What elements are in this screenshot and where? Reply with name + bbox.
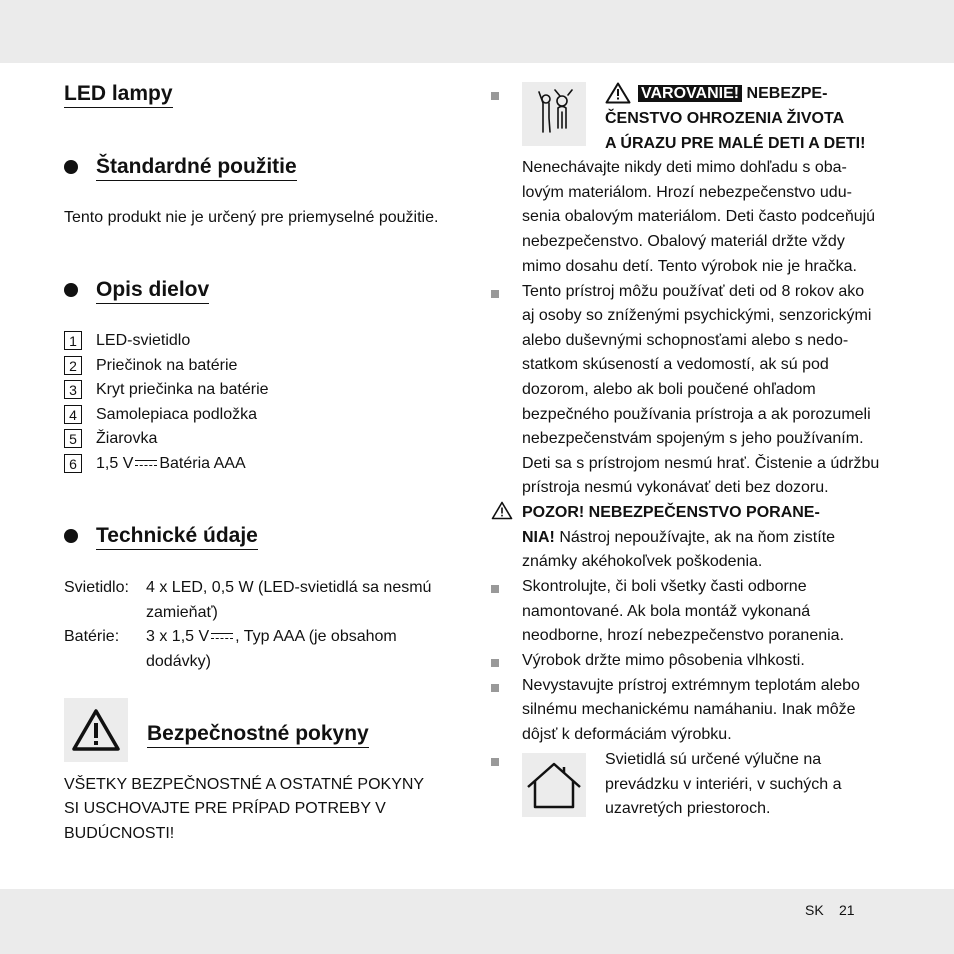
safety-note-line: BUDÚCNOSTI! (64, 825, 175, 842)
child-danger-icon (522, 82, 586, 146)
footer-lang: SK (805, 902, 824, 918)
list-bullet (491, 585, 499, 593)
part-number: 4 (64, 405, 82, 424)
warning-body-line: Nenechávajte nikdy deti mimo dohľadu s oba- (522, 159, 847, 176)
parts-heading: Opis dielov (96, 278, 209, 304)
tech-label: Svietidlo: (64, 579, 129, 596)
warning-body-line: mimo dosahu detí. Tento výrobok nie je hračka. (522, 258, 857, 275)
indoor-line: uzavretých priestoroch. (605, 800, 771, 817)
tech-value: 3 x 1,5 V , Typ AAA (je obsahom (146, 628, 397, 645)
children-line: prístroja nesmú vykonávať deti bez dozoru. (522, 479, 829, 496)
children-line: nebezpečenstvám spojeným s jeho používaním. (522, 430, 864, 447)
section-bullet (64, 529, 78, 543)
moisture-text: Výrobok držte mimo pôsobenia vlhkosti. (522, 652, 805, 669)
part-label: Kryt priečinka na batérie (96, 381, 269, 398)
caution-line: známky akéhokoľvek poškodenia. (522, 553, 763, 570)
check-line: neodborne, hrozí nebezpečenstvo poranenia. (522, 627, 845, 644)
temp-line: dôjsť k deformáciám výrobku. (522, 726, 732, 743)
caution-line: NIA! Nástroj nepoužívajte, ak na ňom zistíte (522, 529, 836, 546)
warning-heading-line: A ÚRAZU PRE MALÉ DETI A DETI! (605, 135, 866, 152)
battery-text: Batéria AAA (159, 455, 246, 472)
tech-value: 4 x LED, 0,5 W (LED-svietidlá sa nesmú (146, 579, 432, 596)
warning-triangle-icon (605, 82, 631, 104)
check-line: Skontrolujte, či boli všetky časti odborne (522, 578, 807, 595)
children-line: dozorom, alebo ak boli poučené ohľadom (522, 381, 816, 398)
page-number: 21 (839, 902, 855, 918)
voltage-text: 1,5 V (96, 455, 134, 472)
house-icon (522, 753, 586, 817)
children-line: statkom skúseností a vedomostí, ak sú pod (522, 356, 829, 373)
tech-label: Batérie: (64, 628, 120, 645)
tech-heading: Technické údaje (96, 524, 258, 550)
intended-use-text: Tento produkt nie je určený pre priemyselné použitie. (64, 209, 439, 226)
list-bullet (491, 684, 499, 692)
part-label (96, 452, 246, 477)
list-bullet (491, 290, 499, 298)
warning-heading: VAROVANIE! NEBEZPE- (638, 82, 827, 107)
children-line: aj osoby so zníženými psychickými, senzorickými (522, 307, 872, 324)
safety-note-line: VŠETKY BEZPEČNOSTNÉ A OSTATNÉ POKYNY (64, 776, 425, 793)
indoor-line: Svietidlá sú určené výlučne na (605, 751, 822, 768)
part-number: 5 (64, 429, 82, 448)
children-line: bezpečného používania prístroja a ak porozumeli (522, 406, 871, 423)
temp-line: silnému mechanickému namáhaniu. Inak môže (522, 701, 856, 718)
section-bullet (64, 283, 78, 297)
indoor-line: prevádzku v interiéri, v suchých a (605, 776, 842, 793)
dc-symbol-icon (135, 459, 157, 469)
part-number: 1 (64, 331, 82, 350)
part-number: 2 (64, 356, 82, 375)
warning-heading-line: ČENSTVO OHROZENIA ŽIVOTA (605, 110, 845, 127)
intended-use-heading: Štandardné použitie (96, 155, 297, 181)
warning-body-line: nebezpečenstvo. Obalový materiál držte vždy (522, 233, 845, 250)
children-line: alebo duševnými schopnosťami alebo s nedo- (522, 332, 849, 349)
list-bullet (491, 659, 499, 667)
part-label: Žiarovka (96, 430, 158, 447)
list-bullet (491, 92, 499, 100)
page-title: LED lampy (64, 82, 173, 108)
children-line: Tento prístroj môžu používať deti od 8 rokov ako (522, 283, 865, 300)
safety-note-line: SI USCHOVAJTE PRE PRÍPAD POTREBY V (64, 800, 386, 817)
dc-symbol-icon (211, 632, 233, 642)
part-label: LED-svietidlo (96, 332, 191, 349)
caution-heading: POZOR! NEBEZPEČENSTVO PORANE- (522, 504, 820, 521)
tech-value: dodávky) (146, 653, 211, 670)
warning-triangle-icon (64, 698, 128, 762)
part-label: Priečinok na batérie (96, 357, 238, 374)
caution-triangle-icon (491, 501, 513, 520)
temp-line: Nevystavujte prístroj extrémnym teplotám alebo (522, 677, 860, 694)
part-label: Samolepiaca podložka (96, 406, 257, 423)
warning-badge: VAROVANIE! (638, 85, 742, 102)
children-line: Deti sa s prístrojom nesmú hrať. Čistenie a údržbu (522, 455, 880, 472)
section-bullet (64, 160, 78, 174)
part-number: 6 (64, 454, 82, 473)
warning-body-line: lovým materiálom. Hrozí nebezpečenstvo udu- (522, 184, 852, 201)
safety-heading: Bezpečnostné pokyny (147, 722, 369, 748)
tech-value: zamieňať) (146, 604, 218, 621)
check-line: namontované. Ak bola montáž vykonaná (522, 603, 811, 620)
warning-body-line: senia obalovým materiálom. Deti často podceňujú (522, 208, 876, 225)
part-number: 3 (64, 380, 82, 399)
list-bullet (491, 758, 499, 766)
